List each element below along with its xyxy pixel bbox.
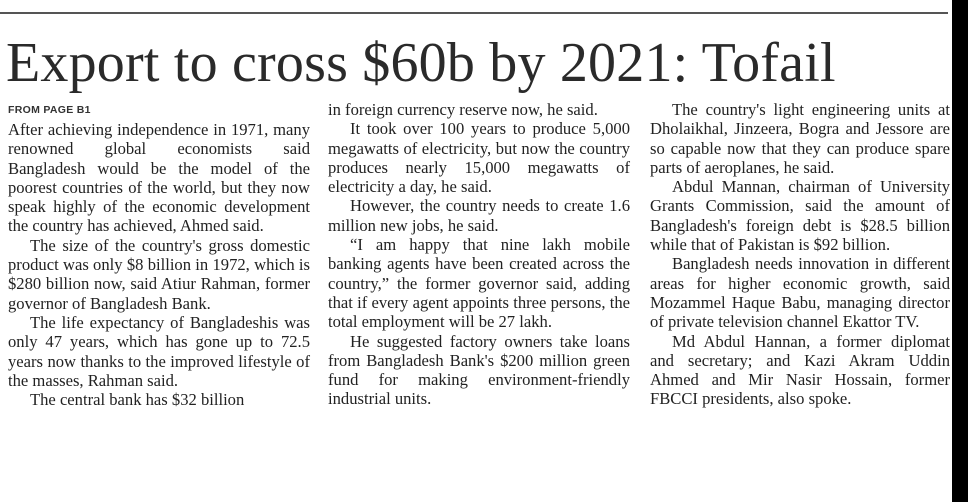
top-rule [0, 12, 948, 14]
paragraph: The life expectancy of Bangladeshis was only 47 years, which has gone up to 72.5 years now thanks to the improved lifestyle of the masses, Rahman said. [8, 312, 310, 390]
paragraph: It took over 100 years to produce 5,000 megawatts of electricity, but now the country produces nearly 15,000 megawatts of electricity a day, he said. [328, 119, 630, 197]
paragraph: Md Abdul Hannan, a former diplomat and secretary; and Kazi Akram Uddin Ahmed and Mir Nasir Hossain, former FBCCI presidents, also spoke. [650, 331, 950, 409]
paragraph: Abdul Mannan, chairman of University Grants Commission, said the amount of Bangladesh's foreign debt is $28.5 billion while that of Pakistan is $92 billion. [650, 177, 950, 255]
paragraph: The central bank has $32 billion [30, 390, 245, 410]
paragraph: The size of the country's gross domestic product was only $8 billion in 1972, which is $280 billion now, said Atiur Rahman, former governor of Bangladesh Bank. [8, 235, 310, 313]
kicker: FROM PAGE B1 [8, 104, 91, 116]
column-3 [650, 100, 950, 409]
paragraph: After achieving independence in 1971, many renowned global economists said Bangladesh would be the model of the poorest countries of the world, but they now speak highly of the economic development the country has achieved, Ahmed said. [8, 120, 310, 236]
paragraph: He suggested factory owners take loans from Bangladesh Bank's $200 million green fund for making environment-friendly industrial units. [328, 331, 630, 409]
column-2-text [328, 100, 630, 409]
paragraph: The country's light engineering units at Dholaikhal, Jinzeera, Bogra and Jessore are so capable now that they can produce spare parts of aeroplanes, he said. [650, 100, 950, 177]
column-1 [8, 100, 310, 409]
column-2 [328, 100, 630, 409]
paragraph: in foreign currency reserve now, he said. [328, 100, 598, 119]
paragraph: Bangladesh needs innovation in different areas for higher economic growth, said Mozammel Haque Babu, managing director of private television channel Ekattor TV. [650, 254, 950, 332]
paragraph: “I am happy that nine lakh mobile banking agents have been created across the country,” the former governor said, adding that if every agent appoints three persons, the total employment will be 27 lakh. [328, 235, 630, 332]
column-1-text [8, 120, 310, 409]
page-edge [952, 0, 968, 502]
paragraph: However, the country needs to create 1.6 million new jobs, he said. [328, 196, 630, 235]
column-3-text [650, 100, 950, 409]
headline: Export to cross $60b by 2021: Tofail [6, 32, 836, 94]
